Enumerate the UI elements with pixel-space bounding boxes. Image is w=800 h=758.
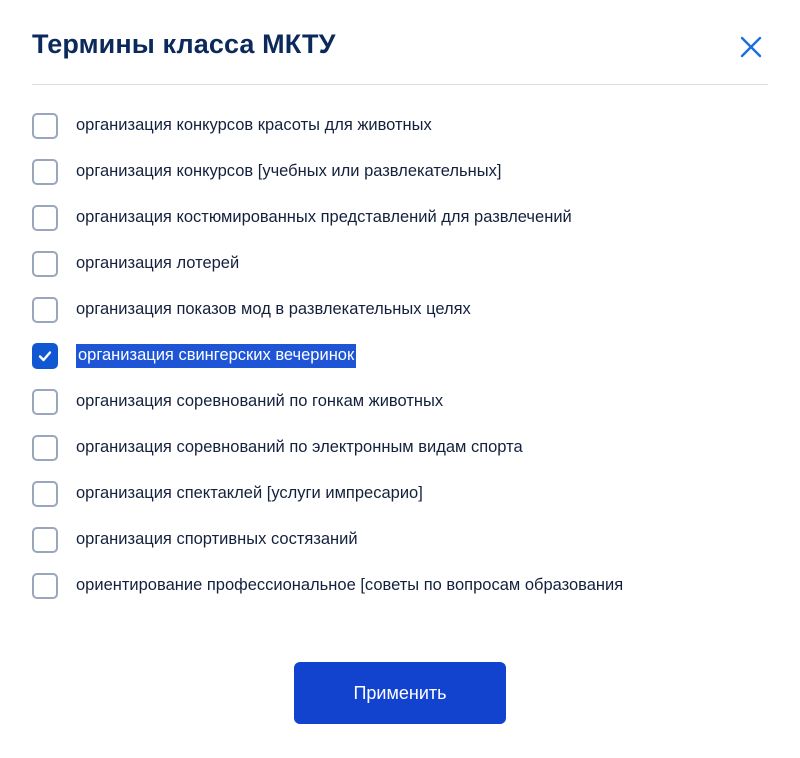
term-checkbox[interactable] — [32, 251, 58, 277]
term-checkbox[interactable] — [32, 113, 58, 139]
close-icon[interactable] — [736, 32, 766, 62]
dialog-header — [0, 0, 800, 62]
term-label: организация соревнований по гонкам животных — [76, 392, 444, 411]
term-label: организация соревнований по электронным видам спорта — [76, 438, 523, 457]
check-icon — [36, 347, 54, 365]
term-label: организация конкурсов [учебных или развлекательных] — [76, 162, 502, 181]
term-label: организация конкурсов красоты для животных — [76, 116, 432, 135]
term-checkbox[interactable] — [32, 159, 58, 185]
term-label: организация свингерских вечеринок — [76, 344, 356, 367]
close-icon-glyph — [738, 34, 764, 60]
term-checkbox[interactable] — [32, 389, 58, 415]
term-label: организация лотерей — [76, 254, 240, 273]
list-item[interactable] — [32, 241, 768, 287]
terms-list — [0, 85, 800, 652]
list-item[interactable] — [32, 379, 768, 425]
list-item[interactable] — [32, 517, 768, 563]
list-item[interactable] — [32, 103, 768, 149]
list-item[interactable] — [32, 425, 768, 471]
term-checkbox[interactable] — [32, 527, 58, 553]
term-checkbox[interactable] — [32, 205, 58, 231]
term-label: организация спектаклей [услуги импресарио] — [76, 484, 423, 503]
term-label: организация костюмированных представлений для развлечений — [76, 208, 572, 227]
list-item[interactable] — [32, 333, 768, 379]
list-item[interactable] — [32, 287, 768, 333]
term-checkbox[interactable] — [32, 573, 58, 599]
page-title: Термины класса МКТУ — [32, 29, 336, 59]
term-label: организация спортивных состязаний — [76, 530, 358, 549]
list-item[interactable] — [32, 563, 768, 609]
apply-button[interactable]: Применить — [294, 662, 506, 724]
term-checkbox[interactable] — [32, 297, 58, 323]
list-item[interactable] — [32, 149, 768, 195]
term-checkbox[interactable] — [32, 435, 58, 461]
list-item[interactable] — [32, 471, 768, 517]
term-label: организация показов мод в развлекательных целях — [76, 300, 471, 319]
dialog-footer — [0, 652, 800, 758]
list-item[interactable] — [32, 195, 768, 241]
term-checkbox[interactable] — [32, 481, 58, 507]
term-label: ориентирование профессиональное [советы по вопросам образования — [76, 576, 624, 595]
term-checkbox[interactable] — [32, 343, 58, 369]
